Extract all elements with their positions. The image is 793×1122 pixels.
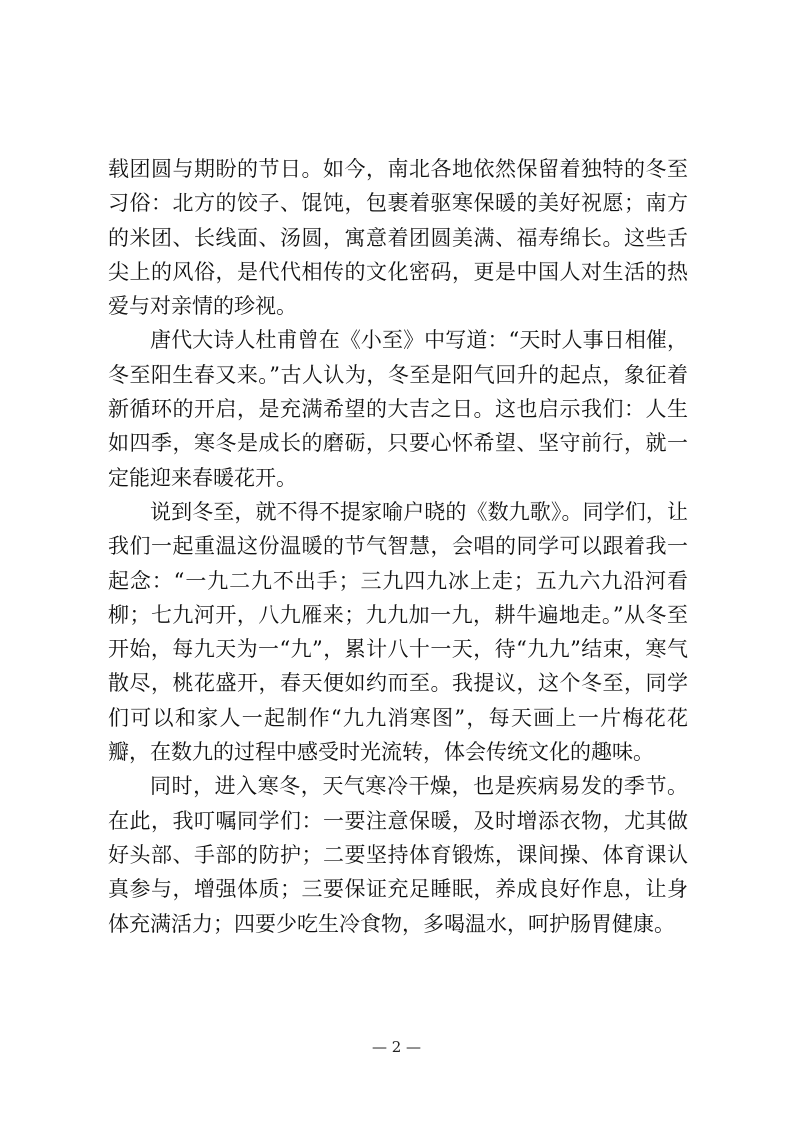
paragraph-health-advice: 同时，进入寒冬，天气寒冷干燥，也是疾病易发的季节。在此，我叮嘱同学们：一要注意保暖，及时增添衣物，尤其做好头部、手部的防护；二要坚持体育锻炼，课间操、体育课认真参与，增强体质；三要保证充足睡眠，养成良好作息，让身体充满活力；四要少吃生冷食物，多喝温水，呵护肠胃健康。 bbox=[108, 774, 688, 936]
paragraph-shu-jiu-ge: 说到冬至，就不得不提家喻户晓的《数九歌》。同学们，让我们一起重温这份温暖的节气智慧，会唱的同学可以跟着我一起念：“一九二九不出手；三九四九冰上走；五九六九沿河看柳；七九河开，八九雁来；九九加一九，耕牛遍地走。”从冬至开始，每九天为一“九”，累计八十一天，待“九九”结束，寒气散尽，桃花盛开，春天便如约而至。我提议，这个冬至，同学们可以和家人一起制作“九九消寒图”，每天画上一片梅花花瓣，在数九的过程中感受时光流转，体会传统文化的趣味。 bbox=[108, 499, 688, 765]
paragraph-du-fu-poem: 唐代大诗人杜甫曾在《小至》中写道：“天时人事日相催，冬至阳生春又来。”古人认为，冬至是阳气回升的起点，象征着新循环的开启，是充满希望的大吉之日。这也启示我们：人生如四季，寒冬是成长的磨砺，只要心怀希望、坚守前行，就一定能迎来春暖花开。 bbox=[108, 328, 688, 490]
body-text bbox=[108, 152, 688, 941]
paragraph-continued: 载团圆与期盼的节日。如今，南北各地依然保留着独特的冬至习俗：北方的饺子、馄饨，包裹着驱寒保暖的美好祝愿；南方的米团、长线面、汤圆，寓意着团圆美满、福寿绵长。这些舌尖上的风俗，是代代相传的文化密码，更是中国人对生活的热爱与对亲情的珍视。 bbox=[108, 157, 688, 319]
page-number: — 2 — bbox=[371, 1038, 422, 1056]
